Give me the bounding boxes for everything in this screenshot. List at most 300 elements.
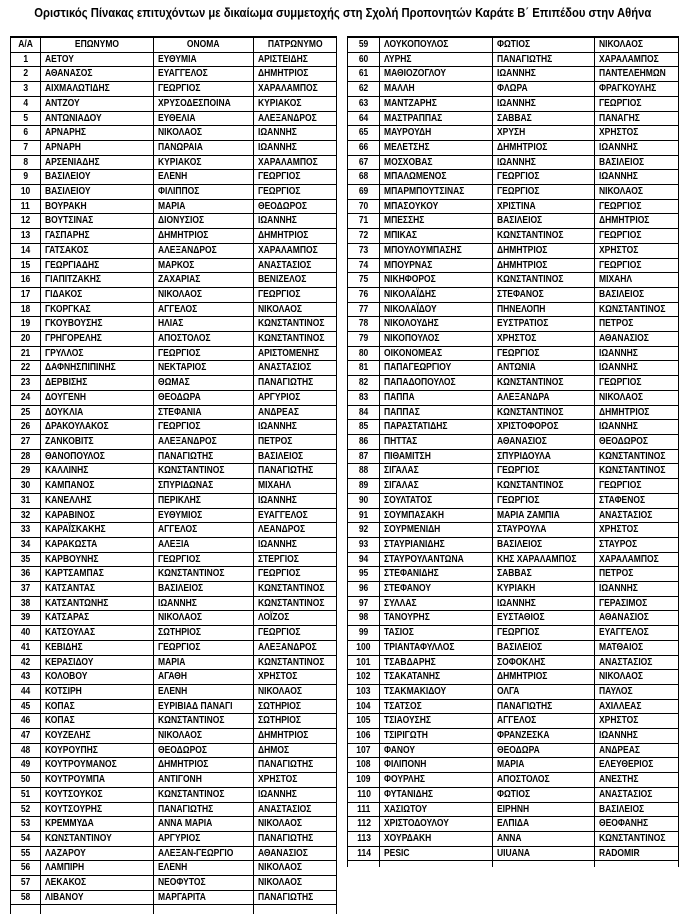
firstname-cell: ΧΡΗΣΤΟΣ bbox=[493, 332, 595, 347]
firstname-cell: ΑΠΟΣΤΟΛΟΣ bbox=[493, 773, 595, 788]
patronymic-cell: ΜΑΤΘΑΙΟΣ bbox=[595, 640, 679, 655]
patronymic-cell: ΑΡΓΥΡΙΟΣ bbox=[254, 390, 337, 405]
patronymic-cell: ΓΕΡΑΣΙΜΟΣ bbox=[595, 596, 679, 611]
patronymic-cell: ΓΕΩΡΓΙΟΣ bbox=[254, 567, 337, 582]
patronymic-cell: ΚΩΝΣΤΑΝΤΙΝΟΣ bbox=[254, 317, 337, 332]
firstname-cell: ΜΑΡΓΑΡΙΤΑ bbox=[154, 890, 254, 905]
patronymic-cell: ΚΩΝΣΤΑΝΤΙΝΟΣ bbox=[595, 449, 679, 464]
patronymic-cell: ΝΙΚΟΛΑΟΣ bbox=[595, 390, 679, 405]
table-row bbox=[11, 596, 337, 611]
surname-cell: ΠΑΠΠΑΣ bbox=[380, 405, 493, 420]
surname-cell: ΑΕΤΟΥ bbox=[41, 52, 154, 67]
row-number-cell: 31 bbox=[11, 493, 41, 508]
row-number-cell: 103 bbox=[348, 684, 380, 699]
firstname-cell: ΓΕΩΡΓΙΟΣ bbox=[493, 185, 595, 200]
row-number-cell: 60 bbox=[348, 52, 380, 67]
firstname-cell: ΚΩΝΣΤΑΝΤΙΝΟΣ bbox=[493, 479, 595, 494]
patronymic-cell: ΓΕΩΡΓΙΟΣ bbox=[254, 185, 337, 200]
tables-container bbox=[10, 36, 679, 914]
patronymic-cell: ΙΩΑΝΝΗΣ bbox=[254, 126, 337, 141]
firstname-cell: ΑΡΓΥΡΙΟΣ bbox=[154, 831, 254, 846]
firstname-cell: ΣΟΦΟΚΛΗΣ bbox=[493, 655, 595, 670]
row-number-cell: 96 bbox=[348, 582, 380, 597]
table-row bbox=[348, 684, 679, 699]
patronymic-cell: ΑΝΔΡΕΑΣ bbox=[254, 405, 337, 420]
row-number-cell: 104 bbox=[348, 699, 380, 714]
table-row bbox=[348, 773, 679, 788]
firstname-cell: ΓΕΩΡΓΙΟΣ bbox=[154, 552, 254, 567]
row-number-cell: 99 bbox=[348, 626, 380, 641]
table-row bbox=[348, 302, 679, 317]
table-row bbox=[11, 714, 337, 729]
surname-cell: ΔΕΡΒΙΣΗΣ bbox=[41, 376, 154, 391]
surname-cell: ΤΣΑΚΑΤΑΝΗΣ bbox=[380, 670, 493, 685]
right-table-cutoff-row bbox=[348, 861, 679, 868]
firstname-cell: ΙΩΑΝΝΗΣ bbox=[493, 596, 595, 611]
table-row bbox=[348, 787, 679, 802]
patronymic-cell: ΠΕΤΡΟΣ bbox=[595, 567, 679, 582]
patronymic-cell: ΙΩΑΝΝΗΣ bbox=[254, 787, 337, 802]
patronymic-cell: ΒΑΣΙΛΕΙΟΣ bbox=[595, 155, 679, 170]
surname-cell: ΓΙΑΠΙΤΖΑΚΗΣ bbox=[41, 273, 154, 288]
surname-cell: ΛΑΜΠΙΡΗ bbox=[41, 861, 154, 876]
surname-cell: ΑΝΤΖΟΥ bbox=[41, 96, 154, 111]
patronymic-cell: ΙΩΑΝΝΗΣ bbox=[254, 420, 337, 435]
surname-cell: ΜΠΕΣΣΗΣ bbox=[380, 214, 493, 229]
row-number-cell: 75 bbox=[348, 273, 380, 288]
firstname-cell: ΓΕΩΡΓΙΟΣ bbox=[493, 346, 595, 361]
table-row bbox=[348, 537, 679, 552]
surname-cell: ΓΕΩΡΓΙΑΔΗΣ bbox=[41, 258, 154, 273]
table-row bbox=[348, 817, 679, 832]
surname-cell: ΚΕΡΑΣΙΔΟΥ bbox=[41, 655, 154, 670]
patronymic-cell: ΠΕΤΡΟΣ bbox=[595, 317, 679, 332]
surname-cell: ΚΑΛΛΙΝΗΣ bbox=[41, 464, 154, 479]
surname-cell: ΧΑΣΙΩΤΟΥ bbox=[380, 802, 493, 817]
row-number-cell: 52 bbox=[11, 802, 41, 817]
table-row bbox=[348, 655, 679, 670]
row-number-cell: 42 bbox=[11, 655, 41, 670]
table-row bbox=[11, 317, 337, 332]
surname-cell: ΜΑΥΡΟΥΔΗ bbox=[380, 126, 493, 141]
table-row bbox=[11, 346, 337, 361]
row-number-cell: 35 bbox=[11, 552, 41, 567]
table-row bbox=[11, 582, 337, 597]
surname-cell: ΧΡΙΣΤΟΔΟΥΛΟΥ bbox=[380, 817, 493, 832]
page-title-text: Οριστικός Πίνακας επιτυχόντων με δικαίωμα συμμετοχής στη Σχολή Προπονητών Καράτε Β΄ Επιπέδου στην Αθήνα bbox=[34, 6, 652, 20]
firstname-cell: ΕΛΕΝΗ bbox=[154, 861, 254, 876]
firstname-cell: ΚΗΣ ΧΑΡΑΛΑΜΠΟΣ bbox=[493, 552, 595, 567]
patronymic-cell: ΓΕΩΡΓΙΟΣ bbox=[595, 479, 679, 494]
surname-cell: ΚΡΕΜΜΥΔΑ bbox=[41, 817, 154, 832]
firstname-cell: ΘΕΟΔΩΡΑ bbox=[493, 743, 595, 758]
row-number-cell: 3 bbox=[11, 82, 41, 97]
surname-cell: PESIC bbox=[380, 846, 493, 861]
table-row bbox=[348, 346, 679, 361]
firstname-cell: ΔΙΟΝΥΣΙΟΣ bbox=[154, 214, 254, 229]
patronymic-cell: ΚΩΝΣΤΑΝΤΙΝΟΣ bbox=[254, 655, 337, 670]
patronymic-cell: ΧΡΗΣΤΟΣ bbox=[595, 523, 679, 538]
row-number-cell: 79 bbox=[348, 332, 380, 347]
patronymic-cell: ΓΕΩΡΓΙΟΣ bbox=[595, 96, 679, 111]
surname-cell: ΝΙΚΟΛΑΪΔΟΥ bbox=[380, 302, 493, 317]
firstname-cell: ΝΕΟΦΥΤΟΣ bbox=[154, 876, 254, 891]
table-row bbox=[348, 214, 679, 229]
row-number-cell: 50 bbox=[11, 773, 41, 788]
firstname-cell: ΚΩΝΣΤΑΝΤΙΝΟΣ bbox=[154, 787, 254, 802]
firstname-cell: ΚΥΡΙΑΚΗ bbox=[493, 582, 595, 597]
table-row bbox=[11, 493, 337, 508]
table-row bbox=[11, 464, 337, 479]
row-number-cell: 18 bbox=[11, 302, 41, 317]
row-number-cell: 73 bbox=[348, 243, 380, 258]
firstname-cell: ΔΗΜΗΤΡΙΟΣ bbox=[493, 243, 595, 258]
table-row bbox=[11, 831, 337, 846]
firstname-cell: ΦΛΩΡΑ bbox=[493, 82, 595, 97]
surname-cell: ΓΡΗΓΟΡΕΛΗΣ bbox=[41, 332, 154, 347]
surname-cell: ΑΡΣΕΝΙΑΔΗΣ bbox=[41, 155, 154, 170]
firstname-cell: ΧΡΥΣΗ bbox=[493, 126, 595, 141]
row-number-cell: 110 bbox=[348, 787, 380, 802]
surname-cell: ΝΙΚΟΛΟΥΔΗΣ bbox=[380, 317, 493, 332]
row-number-cell: 36 bbox=[11, 567, 41, 582]
table-row bbox=[11, 758, 337, 773]
firstname-cell: ΑΛΕΞΑΝΔΡΟΣ bbox=[154, 434, 254, 449]
table-row bbox=[11, 170, 337, 185]
firstname-cell: ΣΤΕΦΑΝΟΣ bbox=[493, 287, 595, 302]
firstname-cell: ΑΓΓΕΛΟΣ bbox=[154, 523, 254, 538]
patronymic-cell: ΧΑΡΑΛΑΜΠΟΣ bbox=[595, 552, 679, 567]
surname-cell: ΚΟΥΤΡΟΥΜΑΝΟΣ bbox=[41, 758, 154, 773]
patronymic-cell: ΑΝΑΣΤΑΣΙΟΣ bbox=[254, 258, 337, 273]
patronymic-cell: ΓΕΩΡΓΙΟΣ bbox=[595, 229, 679, 244]
patronymic-cell: ΝΙΚΟΛΑΟΣ bbox=[595, 670, 679, 685]
patronymic-cell: ΙΩΑΝΝΗΣ bbox=[254, 140, 337, 155]
firstname-cell: ΧΡΥΣΟΔΕΣΠΟΙΝΑ bbox=[154, 96, 254, 111]
firstname-cell: ΦΙΛΙΠΠΟΣ bbox=[154, 185, 254, 200]
row-number-cell: 76 bbox=[348, 287, 380, 302]
surname-cell: ΚΑΝΕΛΛΗΣ bbox=[41, 493, 154, 508]
row-number-cell: 21 bbox=[11, 346, 41, 361]
table-row bbox=[348, 67, 679, 82]
firstname-cell: ΙΩΑΝΝΗΣ bbox=[493, 67, 595, 82]
surname-cell: ΔΟΥΓΕΝΗ bbox=[41, 390, 154, 405]
row-number-cell: 80 bbox=[348, 346, 380, 361]
firstname-cell: ΣΑΒΒΑΣ bbox=[493, 567, 595, 582]
row-number-cell: 83 bbox=[348, 390, 380, 405]
row-number-cell: 10 bbox=[11, 185, 41, 200]
table-row bbox=[11, 243, 337, 258]
table-row bbox=[348, 376, 679, 391]
row-number-cell: 47 bbox=[11, 729, 41, 744]
surname-cell: ΒΟΥΡΑΚΗ bbox=[41, 199, 154, 214]
firstname-cell: UIUANA bbox=[493, 846, 595, 861]
firstname-cell: ΕΛΕΝΗ bbox=[154, 684, 254, 699]
firstname-cell: ΝΙΚΟΛΑΟΣ bbox=[154, 729, 254, 744]
surname-cell: ΚΑΤΣΑΝΤΑΣ bbox=[41, 582, 154, 597]
row-number-cell: 56 bbox=[11, 861, 41, 876]
firstname-cell: ΑΝΤΙΓΟΝΗ bbox=[154, 773, 254, 788]
firstname-cell: ΝΙΚΟΛΑΟΣ bbox=[154, 287, 254, 302]
row-number-cell: 6 bbox=[11, 126, 41, 141]
firstname-cell: ΠΑΝΑΓΙΩΤΗΣ bbox=[493, 699, 595, 714]
patronymic-cell: ΝΙΚΟΛΑΟΣ bbox=[254, 876, 337, 891]
patronymic-cell: ΣΩΤΗΡΙΟΣ bbox=[254, 699, 337, 714]
table-row bbox=[11, 567, 337, 582]
firstname-cell: ΓΕΩΡΓΙΟΣ bbox=[493, 170, 595, 185]
row-number-cell: 67 bbox=[348, 155, 380, 170]
patronymic-cell: ΛΟΪΖΟΣ bbox=[254, 611, 337, 626]
row-number-cell: 85 bbox=[348, 420, 380, 435]
table-row bbox=[11, 420, 337, 435]
patronymic-cell: ΙΩΑΝΝΗΣ bbox=[254, 537, 337, 552]
patronymic-cell: ΠΑΥΛΟΣ bbox=[595, 684, 679, 699]
patronymic-cell: ΧΡΗΣΤΟΣ bbox=[254, 670, 337, 685]
firstname-cell: ΚΩΝΣΤΑΝΤΙΝΟΣ bbox=[154, 567, 254, 582]
firstname-cell: ΕΥΡΙΒΙΑΔ ΠΑΝΑΓΙ bbox=[154, 699, 254, 714]
firstname-cell: ΕΛΕΝΗ bbox=[154, 170, 254, 185]
firstname-cell: ΜΑΡΙΑ bbox=[154, 199, 254, 214]
patronymic-cell: ΓΕΩΡΓΙΟΣ bbox=[254, 170, 337, 185]
row-number-cell: 54 bbox=[11, 831, 41, 846]
row-number-cell: 19 bbox=[11, 317, 41, 332]
row-number-cell: 82 bbox=[348, 376, 380, 391]
row-number-cell: 16 bbox=[11, 273, 41, 288]
table-row bbox=[348, 626, 679, 641]
table-row bbox=[11, 773, 337, 788]
row-number-cell: 66 bbox=[348, 140, 380, 155]
surname-cell: ΣΤΑΥΡΙΑΝΙΔΗΣ bbox=[380, 537, 493, 552]
table-row bbox=[348, 567, 679, 582]
row-number-cell: 101 bbox=[348, 655, 380, 670]
roster-table-left bbox=[10, 36, 337, 914]
firstname-cell: ΧΡΙΣΤΙΝΑ bbox=[493, 199, 595, 214]
firstname-cell: ΑΓΑΘΗ bbox=[154, 670, 254, 685]
firstname-cell: ΒΑΣΙΛΕΙΟΣ bbox=[493, 214, 595, 229]
firstname-cell: ΕΙΡΗΝΗ bbox=[493, 802, 595, 817]
surname-cell: ΓΑΤΣΑΚΟΣ bbox=[41, 243, 154, 258]
firstname-cell: ΜΑΡΙΑ bbox=[154, 655, 254, 670]
firstname-cell: ΧΡΙΣΤΟΦΟΡΟΣ bbox=[493, 420, 595, 435]
surname-cell: ΝΙΚΟΛΑΪΔΗΣ bbox=[380, 287, 493, 302]
row-number-cell: 2 bbox=[11, 67, 41, 82]
surname-cell: ΚΟΥΡΟΥΠΗΣ bbox=[41, 743, 154, 758]
row-number-cell: 13 bbox=[11, 229, 41, 244]
table-row bbox=[11, 861, 337, 876]
row-number-cell: 44 bbox=[11, 684, 41, 699]
table-row bbox=[348, 523, 679, 538]
row-number-cell: 17 bbox=[11, 287, 41, 302]
row-number-cell: 87 bbox=[348, 449, 380, 464]
surname-cell: ΤΣΙΑΟΥΣΗΣ bbox=[380, 714, 493, 729]
patronymic-cell: ΛΕΑΝΔΡΟΣ bbox=[254, 523, 337, 538]
table-row bbox=[348, 493, 679, 508]
table-row bbox=[348, 287, 679, 302]
patronymic-cell: ΕΥΑΓΓΕΛΟΣ bbox=[254, 508, 337, 523]
firstname-cell: ΑΓΓΕΛΟΣ bbox=[493, 714, 595, 729]
firstname-cell: ΑΝΤΩΝΙΑ bbox=[493, 361, 595, 376]
table-row bbox=[11, 611, 337, 626]
surname-cell: ΚΩΝΣΤΑΝΤΙΝΟΥ bbox=[41, 831, 154, 846]
surname-cell: ΛΑΖΑΡΟΥ bbox=[41, 846, 154, 861]
surname-cell: ΚΑΤΣΑΡΑΣ bbox=[41, 611, 154, 626]
patronymic-cell: ΙΩΑΝΝΗΣ bbox=[595, 170, 679, 185]
firstname-cell: ΚΩΝΣΤΑΝΤΙΝΟΣ bbox=[493, 273, 595, 288]
patronymic-cell: ΔΗΜΗΤΡΙΟΣ bbox=[595, 214, 679, 229]
table-row bbox=[348, 464, 679, 479]
row-number-cell: 113 bbox=[348, 831, 380, 846]
table-header bbox=[11, 37, 337, 52]
row-number-cell: 38 bbox=[11, 596, 41, 611]
firstname-cell: ΕΥΘΥΜΙΟΣ bbox=[154, 508, 254, 523]
firstname-cell: ΝΙΚΟΛΑΟΣ bbox=[154, 126, 254, 141]
row-number-cell: 49 bbox=[11, 758, 41, 773]
firstname-cell: ΘΕΟΔΩΡΟΣ bbox=[154, 743, 254, 758]
row-number-cell: 64 bbox=[348, 111, 380, 126]
table-row bbox=[11, 670, 337, 685]
firstname-cell: ΙΩΑΝΝΗΣ bbox=[493, 155, 595, 170]
firstname-cell: ΘΩΜΑΣ bbox=[154, 376, 254, 391]
patronymic-cell: ΝΙΚΟΛΑΟΣ bbox=[254, 302, 337, 317]
patronymic-cell: ΓΕΩΡΓΙΟΣ bbox=[595, 376, 679, 391]
surname-cell: ΓΙΔΑΚΟΣ bbox=[41, 287, 154, 302]
firstname-cell: ΠΑΝΩΡΑΙΑ bbox=[154, 140, 254, 155]
patronymic-cell: ΙΩΑΝΝΗΣ bbox=[254, 214, 337, 229]
patronymic-cell: ΔΗΜΗΤΡΙΟΣ bbox=[254, 229, 337, 244]
table-row bbox=[11, 96, 337, 111]
table-row bbox=[348, 82, 679, 97]
row-number-cell: 1 bbox=[11, 52, 41, 67]
patronymic-cell: ΑΘΑΝΑΣΙΟΣ bbox=[595, 332, 679, 347]
surname-cell: ΚΟΠΑΣ bbox=[41, 699, 154, 714]
firstname-cell: ΓΕΩΡΓΙΟΣ bbox=[154, 82, 254, 97]
row-number-cell: 71 bbox=[348, 214, 380, 229]
row-number-cell: 65 bbox=[348, 126, 380, 141]
table-row bbox=[348, 846, 679, 861]
row-number-cell: 114 bbox=[348, 846, 380, 861]
surname-cell: ΤΣΑΤΣΟΣ bbox=[380, 699, 493, 714]
row-number-cell: 100 bbox=[348, 640, 380, 655]
firstname-cell: ΣΑΒΒΑΣ bbox=[493, 111, 595, 126]
patronymic-cell: ΑΝΑΣΤΑΣΙΟΣ bbox=[595, 787, 679, 802]
patronymic-cell: ΑΝΑΣΤΑΣΙΟΣ bbox=[254, 802, 337, 817]
firstname-cell: ΑΛΕΞΑΝ-ΓΕΩΡΓΙΟ bbox=[154, 846, 254, 861]
firstname-cell: ΦΩΤΙΟΣ bbox=[493, 37, 595, 52]
row-number-cell: 57 bbox=[11, 876, 41, 891]
row-number-cell: 20 bbox=[11, 332, 41, 347]
right-table-body bbox=[348, 37, 679, 861]
firstname-cell: ΦΩΤΙΟΣ bbox=[493, 787, 595, 802]
patronymic-cell: ΧΡΗΣΤΟΣ bbox=[595, 243, 679, 258]
firstname-cell: ΑΝΝΑ bbox=[493, 831, 595, 846]
firstname-cell: ΓΕΩΡΓΙΟΣ bbox=[154, 420, 254, 435]
firstname-cell: ΖΑΧΑΡΙΑΣ bbox=[154, 273, 254, 288]
header-row bbox=[11, 37, 337, 52]
table-row bbox=[348, 258, 679, 273]
row-number-cell: 4 bbox=[11, 96, 41, 111]
surname-cell: ΚΟΥΤΡΟΥΜΠΑ bbox=[41, 773, 154, 788]
surname-cell: ΚΑΡΑΪΣΚΑΚΗΣ bbox=[41, 523, 154, 538]
firstname-cell: ΠΑΝΑΓΙΩΤΗΣ bbox=[493, 52, 595, 67]
table-row bbox=[348, 332, 679, 347]
table-row bbox=[11, 743, 337, 758]
surname-cell: ΦΟΥΡΛΗΣ bbox=[380, 773, 493, 788]
row-number-cell: 24 bbox=[11, 390, 41, 405]
row-number-cell: 39 bbox=[11, 611, 41, 626]
row-number-cell: 78 bbox=[348, 317, 380, 332]
surname-cell: ΒΑΣΙΛΕΙΟΥ bbox=[41, 185, 154, 200]
surname-cell: ΠΑΡΑΣΤΑΤΙΔΗΣ bbox=[380, 420, 493, 435]
row-number-cell: 40 bbox=[11, 626, 41, 641]
row-number-cell: 84 bbox=[348, 405, 380, 420]
patronymic-cell: ΘΕΟΔΩΡΟΣ bbox=[254, 199, 337, 214]
row-number-cell: 59 bbox=[348, 37, 380, 52]
firstname-cell: ΠΑΝΑΓΙΩΤΗΣ bbox=[154, 449, 254, 464]
table-row bbox=[11, 699, 337, 714]
header-cell-index: Α/Α bbox=[11, 37, 41, 52]
table-row bbox=[348, 140, 679, 155]
table-row bbox=[11, 508, 337, 523]
surname-cell: ΜΟΣΧΟΒΑΣ bbox=[380, 155, 493, 170]
row-number-cell: 92 bbox=[348, 523, 380, 538]
patronymic-cell: ΠΑΝΑΓΙΩΤΗΣ bbox=[254, 376, 337, 391]
surname-cell: ΠΑΠΑΔΟΠΟΥΛΟΣ bbox=[380, 376, 493, 391]
surname-cell: ΛΙΒΑΝΟΥ bbox=[41, 890, 154, 905]
surname-cell: ΒΑΣΙΛΕΙΟΥ bbox=[41, 170, 154, 185]
patronymic-cell: ΧΑΡΑΛΑΜΠΟΣ bbox=[595, 52, 679, 67]
patronymic-cell: ΝΙΚΟΛΑΟΣ bbox=[254, 684, 337, 699]
surname-cell: ΔΡΑΚΟΥΛΑΚΟΣ bbox=[41, 420, 154, 435]
patronymic-cell: ΧΡΗΣΤΟΣ bbox=[254, 773, 337, 788]
patronymic-cell: ΙΩΑΝΝΗΣ bbox=[595, 420, 679, 435]
patronymic-cell: ΠΑΝΑΓΗΣ bbox=[595, 111, 679, 126]
table-row bbox=[11, 52, 337, 67]
surname-cell: ΚΑΡΑΒΙΝΟΣ bbox=[41, 508, 154, 523]
table-row bbox=[11, 390, 337, 405]
table-row bbox=[348, 699, 679, 714]
patronymic-cell: ΧΑΡΑΛΑΜΠΟΣ bbox=[254, 243, 337, 258]
row-number-cell: 48 bbox=[11, 743, 41, 758]
patronymic-cell: ΑΝΕΣΤΗΣ bbox=[595, 773, 679, 788]
surname-cell: ΜΠΟΥΛΟΥΜΠΑΣΗΣ bbox=[380, 243, 493, 258]
surname-cell: ΑΡΝΑΡΗ bbox=[41, 140, 154, 155]
firstname-cell: ΚΥΡΙΑΚΟΣ bbox=[154, 155, 254, 170]
surname-cell: ΦΑΝΟΥ bbox=[380, 743, 493, 758]
table-row bbox=[11, 67, 337, 82]
patronymic-cell: ΠΑΝΑΓΙΩΤΗΣ bbox=[254, 890, 337, 905]
surname-cell: ΖΑΝΚΟΒΙΤΣ bbox=[41, 434, 154, 449]
table-row bbox=[348, 243, 679, 258]
table-row bbox=[11, 111, 337, 126]
header-cell-surname: ΕΠΩΝΥΜΟ bbox=[41, 37, 154, 52]
firstname-cell: ΑΓΓΕΛΟΣ bbox=[154, 302, 254, 317]
header-cell-firstname: ΟΝΟΜΑ bbox=[154, 37, 254, 52]
firstname-cell: ΝΙΚΟΛΑΟΣ bbox=[154, 611, 254, 626]
table-row bbox=[348, 273, 679, 288]
table-row bbox=[11, 155, 337, 170]
patronymic-cell: ΚΩΝΣΤΑΝΤΙΝΟΣ bbox=[595, 831, 679, 846]
firstname-cell: ΜΑΡΙΑ bbox=[493, 758, 595, 773]
surname-cell: ΓΚΟΡΓΚΑΣ bbox=[41, 302, 154, 317]
patronymic-cell: ΓΕΩΡΓΙΟΣ bbox=[595, 199, 679, 214]
surname-cell: ΑΘΑΝΑΣΟΣ bbox=[41, 67, 154, 82]
table-row bbox=[11, 802, 337, 817]
table-row bbox=[11, 655, 337, 670]
table-row bbox=[348, 743, 679, 758]
row-number-cell: 95 bbox=[348, 567, 380, 582]
table-row bbox=[11, 332, 337, 347]
surname-cell: ΚΑΡΒΟΥΝΗΣ bbox=[41, 552, 154, 567]
